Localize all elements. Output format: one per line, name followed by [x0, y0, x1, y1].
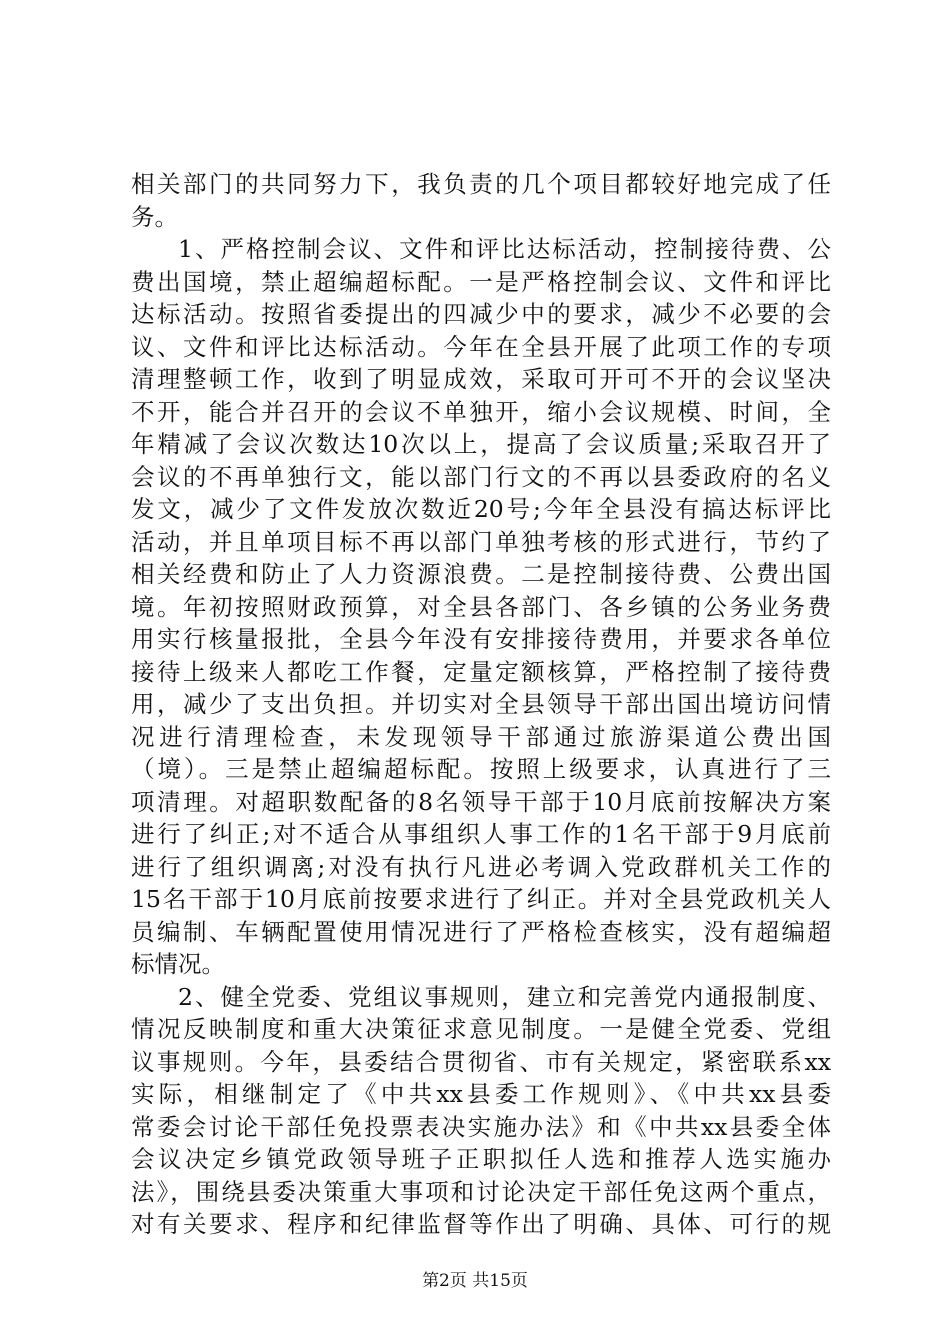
text-line: 常委会讨论干部任免投票表决实施办法》和《中共xx县委全体: [131, 1112, 831, 1141]
text-line: 实际，相继制定了《中共xx县委工作规则》、《中共xx县委: [131, 1080, 831, 1108]
text-line: 标情况。: [131, 950, 225, 978]
text-line: 境。年初按照财政预算，对全县各部门、各乡镇的公务业务费: [131, 592, 831, 621]
text-line: 相关经费和防止了人力资源浪费。二是控制接待费、公费出国: [131, 560, 831, 588]
text-line: 进行了纠正;对不适合从事组织人事工作的1名干部于9月底前: [131, 820, 831, 848]
text-line: 1、严格控制会议、文件和评比达标活动，控制接待费、公: [178, 235, 831, 263]
text-line: 进行了组织调离;对没有执行凡进必考调入党政群机关工作的: [131, 852, 831, 881]
text-line: 费出国境，禁止超编超标配。一是严格控制会议、文件和评比: [131, 267, 831, 296]
text-line: 议、文件和评比达标活动。今年在全县开展了此项工作的专项: [131, 332, 831, 361]
page-number: 第2页 共15页: [422, 1271, 528, 1291]
text-line: 不开，能合并召开的会议不单独开，缩小会议规模、时间，全: [131, 397, 831, 426]
text-line: 员编制、车辆配置使用情况进行了严格检查核实，没有超编超: [131, 917, 831, 946]
text-line: 2、健全党委、党组议事规则，建立和完善党内通报制度、: [178, 982, 831, 1011]
text-line: 法》，围绕县委决策重大事项和讨论决定干部任免这两个重点，: [131, 1177, 831, 1206]
text-line: 项清理。对超职数配备的8名领导干部于10月底前按解决方案: [131, 787, 831, 816]
text-line: 对有关要求、程序和纪律监督等作出了明确、具体、可行的规: [131, 1210, 831, 1238]
text-line: 会议的不再单独行文，能以部门行文的不再以县委政府的名义: [131, 462, 831, 491]
document-body: [131, 168, 831, 1241]
text-line: （境）。三是禁止超编超标配。按照上级要求，认真进行了三: [131, 755, 831, 783]
text-line: 议事规则。今年，县委结合贯彻省、市有关规定，紧密联系xx: [131, 1047, 831, 1076]
text-line: 用，减少了支出负担。并切实对全县领导干部出国出境访问情: [131, 690, 831, 718]
text-line: 发文，减少了文件发放次数近20号;今年全县没有搞达标评比: [131, 495, 831, 523]
text-line: 活动，并且单项目标不再以部门单独考核的形式进行，节约了: [131, 527, 831, 556]
text-line: 15名干部于10月底前按要求进行了纠正。并对全县党政机关人: [131, 885, 831, 913]
text-line: 清理整顿工作，收到了明显成效，采取可开可不开的会议坚决: [131, 365, 831, 393]
text-line: 相关部门的共同努力下，我负责的几个项目都较好地完成了任: [131, 170, 831, 198]
text-line: 用实行核量报批，全县今年没有安排接待费用，并要求各单位: [131, 625, 831, 653]
text-line: 年精减了会议次数达10次以上，提高了会议质量;采取召开了: [131, 430, 831, 458]
text-line: 达标活动。按照省委提出的四减少中的要求，减少不必要的会: [131, 300, 831, 328]
text-line: 况进行清理检查，未发现领导干部通过旅游渠道公费出国: [131, 722, 831, 751]
text-line: 务。: [131, 202, 178, 231]
text-line: 会议决定乡镇党政领导班子正职拟任人选和推荐人选实施办: [131, 1145, 831, 1173]
page-footer: [0, 1270, 950, 1292]
text-line: 情况反映制度和重大决策征求意见制度。一是健全党委、党组: [131, 1015, 831, 1043]
text-line: 接待上级来人都吃工作餐，定量定额核算，严格控制了接待费: [131, 657, 831, 686]
